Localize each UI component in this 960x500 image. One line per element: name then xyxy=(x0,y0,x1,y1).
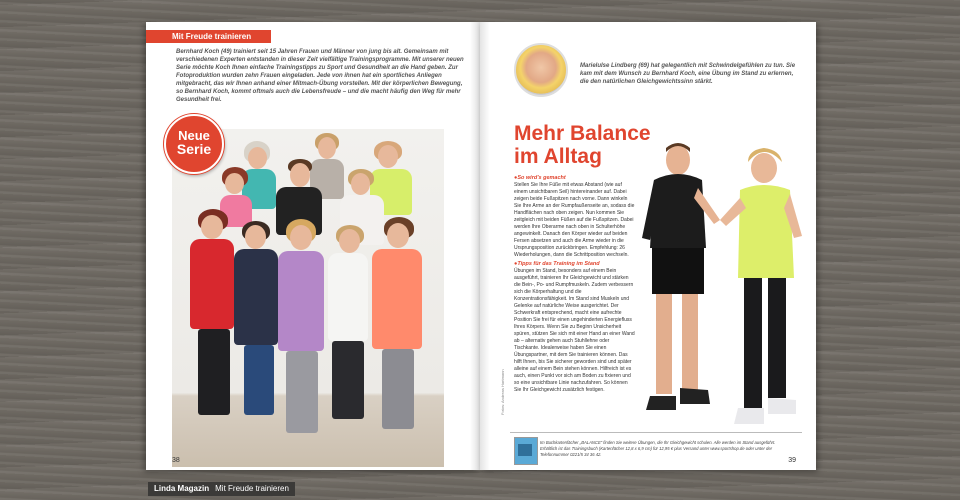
page-number-left: 38 xyxy=(172,457,180,464)
right-page xyxy=(480,22,816,470)
paragraph-how-to: Stellen Sie Ihre Füße mit etwas Abstand (wie auf einem unsichtbaren Seil) hintereinander auf. Dabei zeigen beide Fußspitzen nach vorne. Dann winkeln Sie Ihre Arme an der Rumpfaußenseite an, sodass die Handflächen nach oben zeigen. Nun kommen Sie zeitgleich mit beiden Füßen auf die Fußspitzen. Dabei werden Ihre Oberarme nach oben in Schulterhöhe angewinkelt. Danach den Körper wieder auf beiden Fersen absetzen und auch die Arme wieder in die Ursprungsposition zurückbringen. Empfehlung: 26 Wiederholungen, dann die Schrittposition wechseln. xyxy=(514,182,635,258)
intro-quote: Marielulse Lindberg (69) hat gelegentlich mit Schwindelgefühlen zu tun. Sie kam mit dem Wunsch zu Bernhard Koch, eine Übung im Stand zu erlernen, die den natürlichen Gleichgewichtssinn stärkt. xyxy=(580,63,796,85)
left-page xyxy=(146,22,480,470)
badge-line1: Neue xyxy=(178,128,210,143)
photo-credit: Fotos: Andreas Hartmann xyxy=(500,369,505,415)
footer-divider xyxy=(510,432,802,433)
trainer-and-woman-photo xyxy=(640,128,812,448)
book-cover-image xyxy=(514,437,538,465)
page-number-right: 39 xyxy=(788,457,796,464)
article-title xyxy=(514,122,651,168)
caption-subtitle: Mit Freude trainieren xyxy=(215,484,289,493)
caption-bar xyxy=(148,482,295,496)
paragraph-tips: Übungen im Stand, besonders auf einem Bein ausgeführt, trainieren Ihr Gleichgewicht und stärken die Bein-, Po- und Rumpfmuskeln. Zudem verbessern sich die Körperhaltung und die Konzentrationsfähigkeit. Im Stand sind Muskeln und Gelenke auf natürliche Weise ausgerichtet. Der Schwerkraft entsprechend, macht eine aufrechte Position Sie frei für einen ungehinderten Energiefluss Ihres Körpers. Wenn Sie zu Beginn Unsicherheit spüren, stützen Sie sich mit einer Hand an einer Wand ab – alternativ gehen auch Stuhllehne oder Tischkante. Idealerweise haben Sie einen Übungspartner, mit dem Sie trainieren können. Das hilft Ihnen, bis Sie sicherer geworden sind und später alleine auf einem Bein stehen können. Hilfreich ist es auch, einen Punkt vor sich am Boden zu fixieren und so eine unsichtbare Linie nachzufahren. So können Sie Ihr Gleichgewicht zusätzlich festigen. xyxy=(514,268,635,393)
heading-tips: ● Tipps für das Training im Stand xyxy=(514,261,636,268)
heading-how-to: ● So wird's gemacht xyxy=(514,175,636,182)
book-note: Im Buchkartenfächer „BALANCE“ finden Sie weitere Übungen, die Ihr Gleichgewicht schulen. Alle werden im Stand ausgeführt. Erhältlich ist das Trainingsbuch (Kartenfächer 12,8 x 6,9 cm) für 12,95 € plus Versand unter www.sportshop.de oder unter der Telefonnummer 0221/5 34 36 42. xyxy=(540,440,776,457)
badge-line2: Serie xyxy=(176,141,212,157)
caption-brand: Linda Magazin xyxy=(154,484,210,493)
intro-text: Bernhard Koch (49) trainiert seit 15 Jahren Frauen und Männer von jung bis alt. Gemeinsam mit verschiedenen Experten entstanden in dieser Zeit vielfältige Trainingsprogramme. Mit unserer neuen Serie möchte Koch Ihnen einfache Trainingstipps zu Sport und Gesundheit an die Hand geben. Zur Fotoproduktion wurden zehn Frauen eingeladen. Jede von ihnen hat ein sportliches Anliegen mitgebracht, das wir Ihnen anhand einer Mitmach-Übung vorstellen. Mit der körperlichen Bewegung, so Bernhard Koch, kommt oftmals auch die Lebensfreude – und die macht häufig den Weg für mehr Gesundheit frei. xyxy=(176,49,464,103)
section-label: Mit Freude trainieren xyxy=(146,30,271,43)
title-line2: im Alltag xyxy=(514,145,602,168)
article-body xyxy=(514,175,636,396)
group-photo xyxy=(172,129,444,467)
new-series-badge xyxy=(164,114,224,174)
title-line1: Mehr Balance xyxy=(514,122,651,145)
portrait-photo xyxy=(514,43,568,97)
